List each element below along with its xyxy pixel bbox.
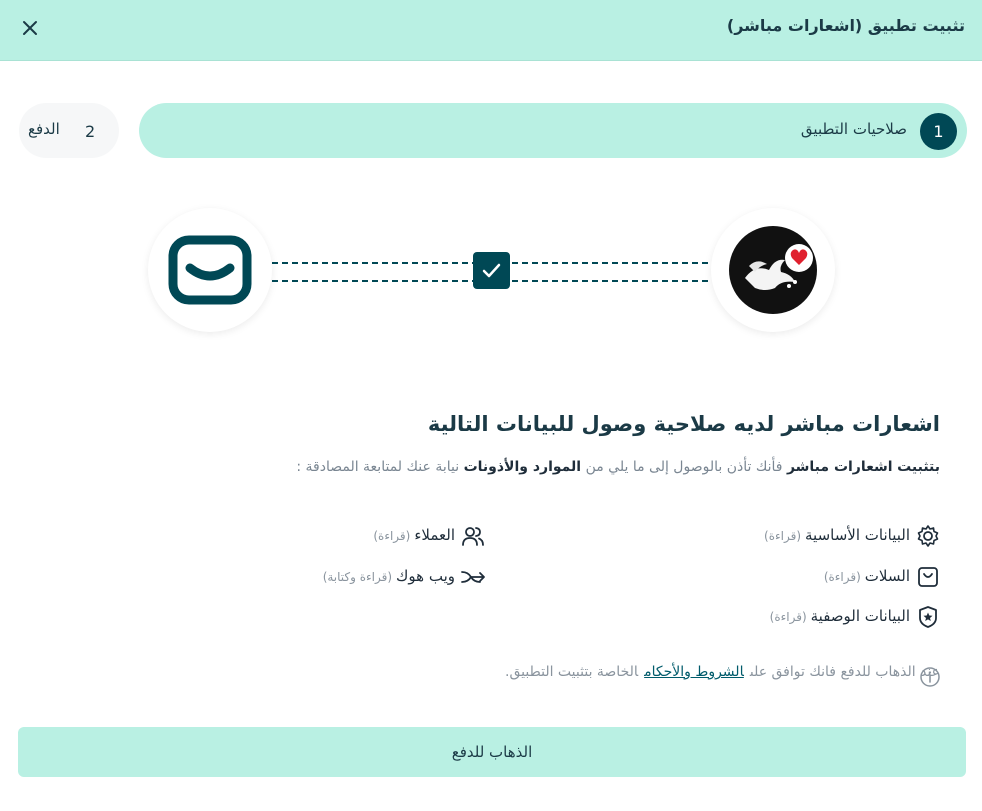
- app-logo-circle: [711, 208, 835, 332]
- dove-heart-icon: [711, 208, 835, 332]
- permission-basic-data: البيانات الأساسية(قراءة): [764, 526, 910, 544]
- permission-metadata: البيانات الوصفية(قراءة): [769, 607, 910, 625]
- webhook-icon: [460, 564, 486, 590]
- store-logo-circle: [148, 208, 272, 332]
- step-number: 1: [920, 113, 957, 150]
- step-payment: [19, 103, 119, 158]
- gear-icon: [915, 523, 941, 549]
- step-label: صلاحيات التطبيق: [800, 120, 907, 138]
- step-number: 2: [85, 122, 96, 141]
- permission-webhook: ويب هوك(قراءة وكتابة): [322, 567, 455, 585]
- permission-customers: العملاء(قراءة): [373, 526, 455, 544]
- store-logo-icon: [148, 208, 272, 332]
- go-to-payment-button[interactable]: الذهاب للدفع: [18, 727, 966, 777]
- permission-carts: السلات(قراءة): [823, 567, 910, 585]
- terms-link[interactable]: الشروط والأحكام: [644, 664, 744, 680]
- step-permissions: [139, 103, 967, 158]
- terms-notice: عند الذهاب للدفع فانك توافق علىالشروط والأحكامالخاصة بتثبيت التطبيق.: [505, 664, 940, 680]
- close-icon[interactable]: [19, 17, 41, 39]
- check-icon: [473, 252, 510, 289]
- badge-star-icon: [915, 604, 941, 630]
- modal-header: [0, 0, 982, 61]
- cart-icon: [915, 564, 941, 590]
- users-icon: [460, 523, 486, 549]
- step-label: الدفع: [28, 120, 60, 138]
- permissions-subtitle: بتثبيت اشعارات مباشر فأنك تأذن بالوصول إلى ما يلي من الموارد والأذونات نيابة عنك لمتابعة المصادقة :: [296, 459, 940, 475]
- permissions-title: اشعارات مباشر لديه صلاحية وصول للبيانات التالية: [427, 412, 940, 436]
- modal-title: تثبيت تطبيق (اشعارات مباشر): [726, 16, 965, 35]
